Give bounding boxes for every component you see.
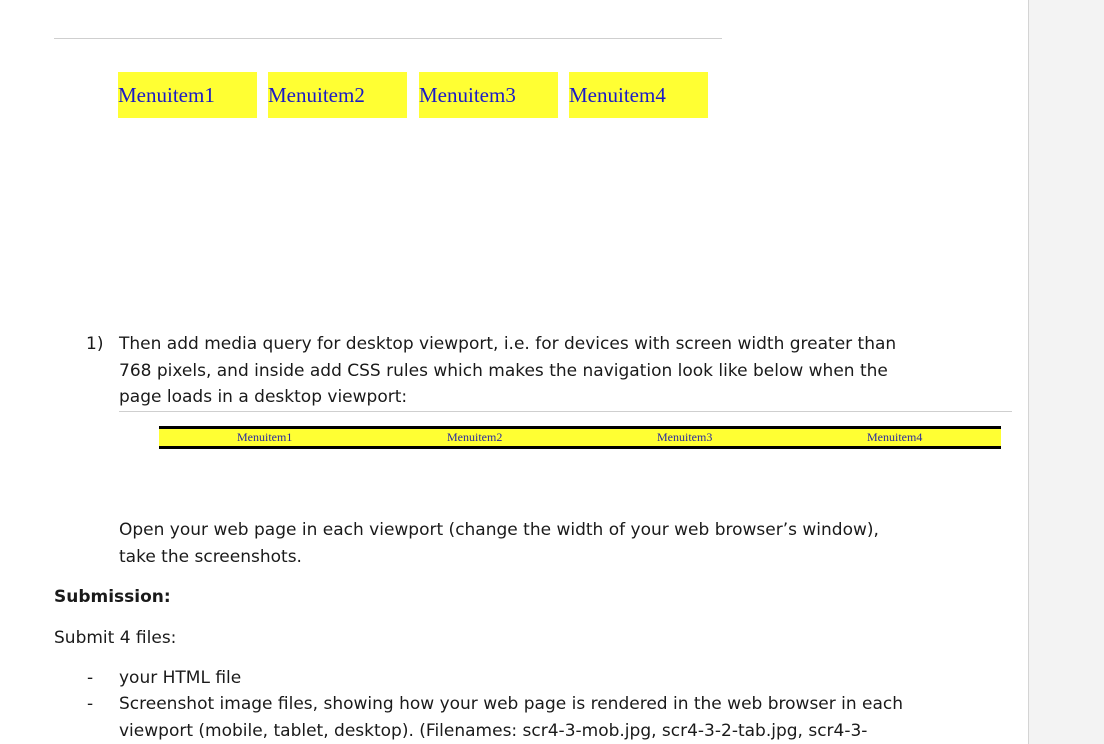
desktop-nav-screenshot xyxy=(159,426,1001,449)
submit-intro: Submit 4 files: xyxy=(54,628,177,648)
submission-heading: Submission: xyxy=(54,587,171,607)
mobile-menu-item-1: Menuitem1 xyxy=(118,72,257,118)
bullet-text-1: your HTML file xyxy=(119,668,242,688)
mobile-menu-item-2: Menuitem2 xyxy=(268,72,407,118)
open-instructions: Open your web page in each viewport (change the width of your web browser’s window), take the screenshots. xyxy=(119,520,879,567)
bullet-dash-1: - xyxy=(87,668,94,688)
desktop-menu-item-2: Menuitem2 xyxy=(447,430,503,444)
bullet-text-2: Screenshot image files, showing how your web page is rendered in the web browser in each viewport (mobile, tablet, desktop). (Filenames: scr4-3-mob.jpg, scr4-3-2-tab.jpg, scr4-3- xyxy=(119,694,904,741)
step-text: Then add media query for desktop viewport, i.e. for devices with screen width greater than 768 pixels, and inside add CSS rules which makes the navigation look like below when the page loads in a desktop viewport: xyxy=(119,334,897,407)
mobile-menu-item-3: Menuitem3 xyxy=(419,72,558,118)
desktop-menu-item-1: Menuitem1 xyxy=(237,430,293,444)
desktop-menu-item-4: Menuitem4 xyxy=(867,430,923,444)
desktop-menu-item-3: Menuitem3 xyxy=(657,430,713,444)
page-margin-area xyxy=(1028,0,1104,744)
bullet-dash-2: - xyxy=(87,694,94,714)
image-top-border xyxy=(119,411,1012,412)
mobile-menu-item-4: Menuitem4 xyxy=(569,72,708,118)
top-divider xyxy=(54,38,722,39)
step-number: 1) xyxy=(86,334,104,354)
